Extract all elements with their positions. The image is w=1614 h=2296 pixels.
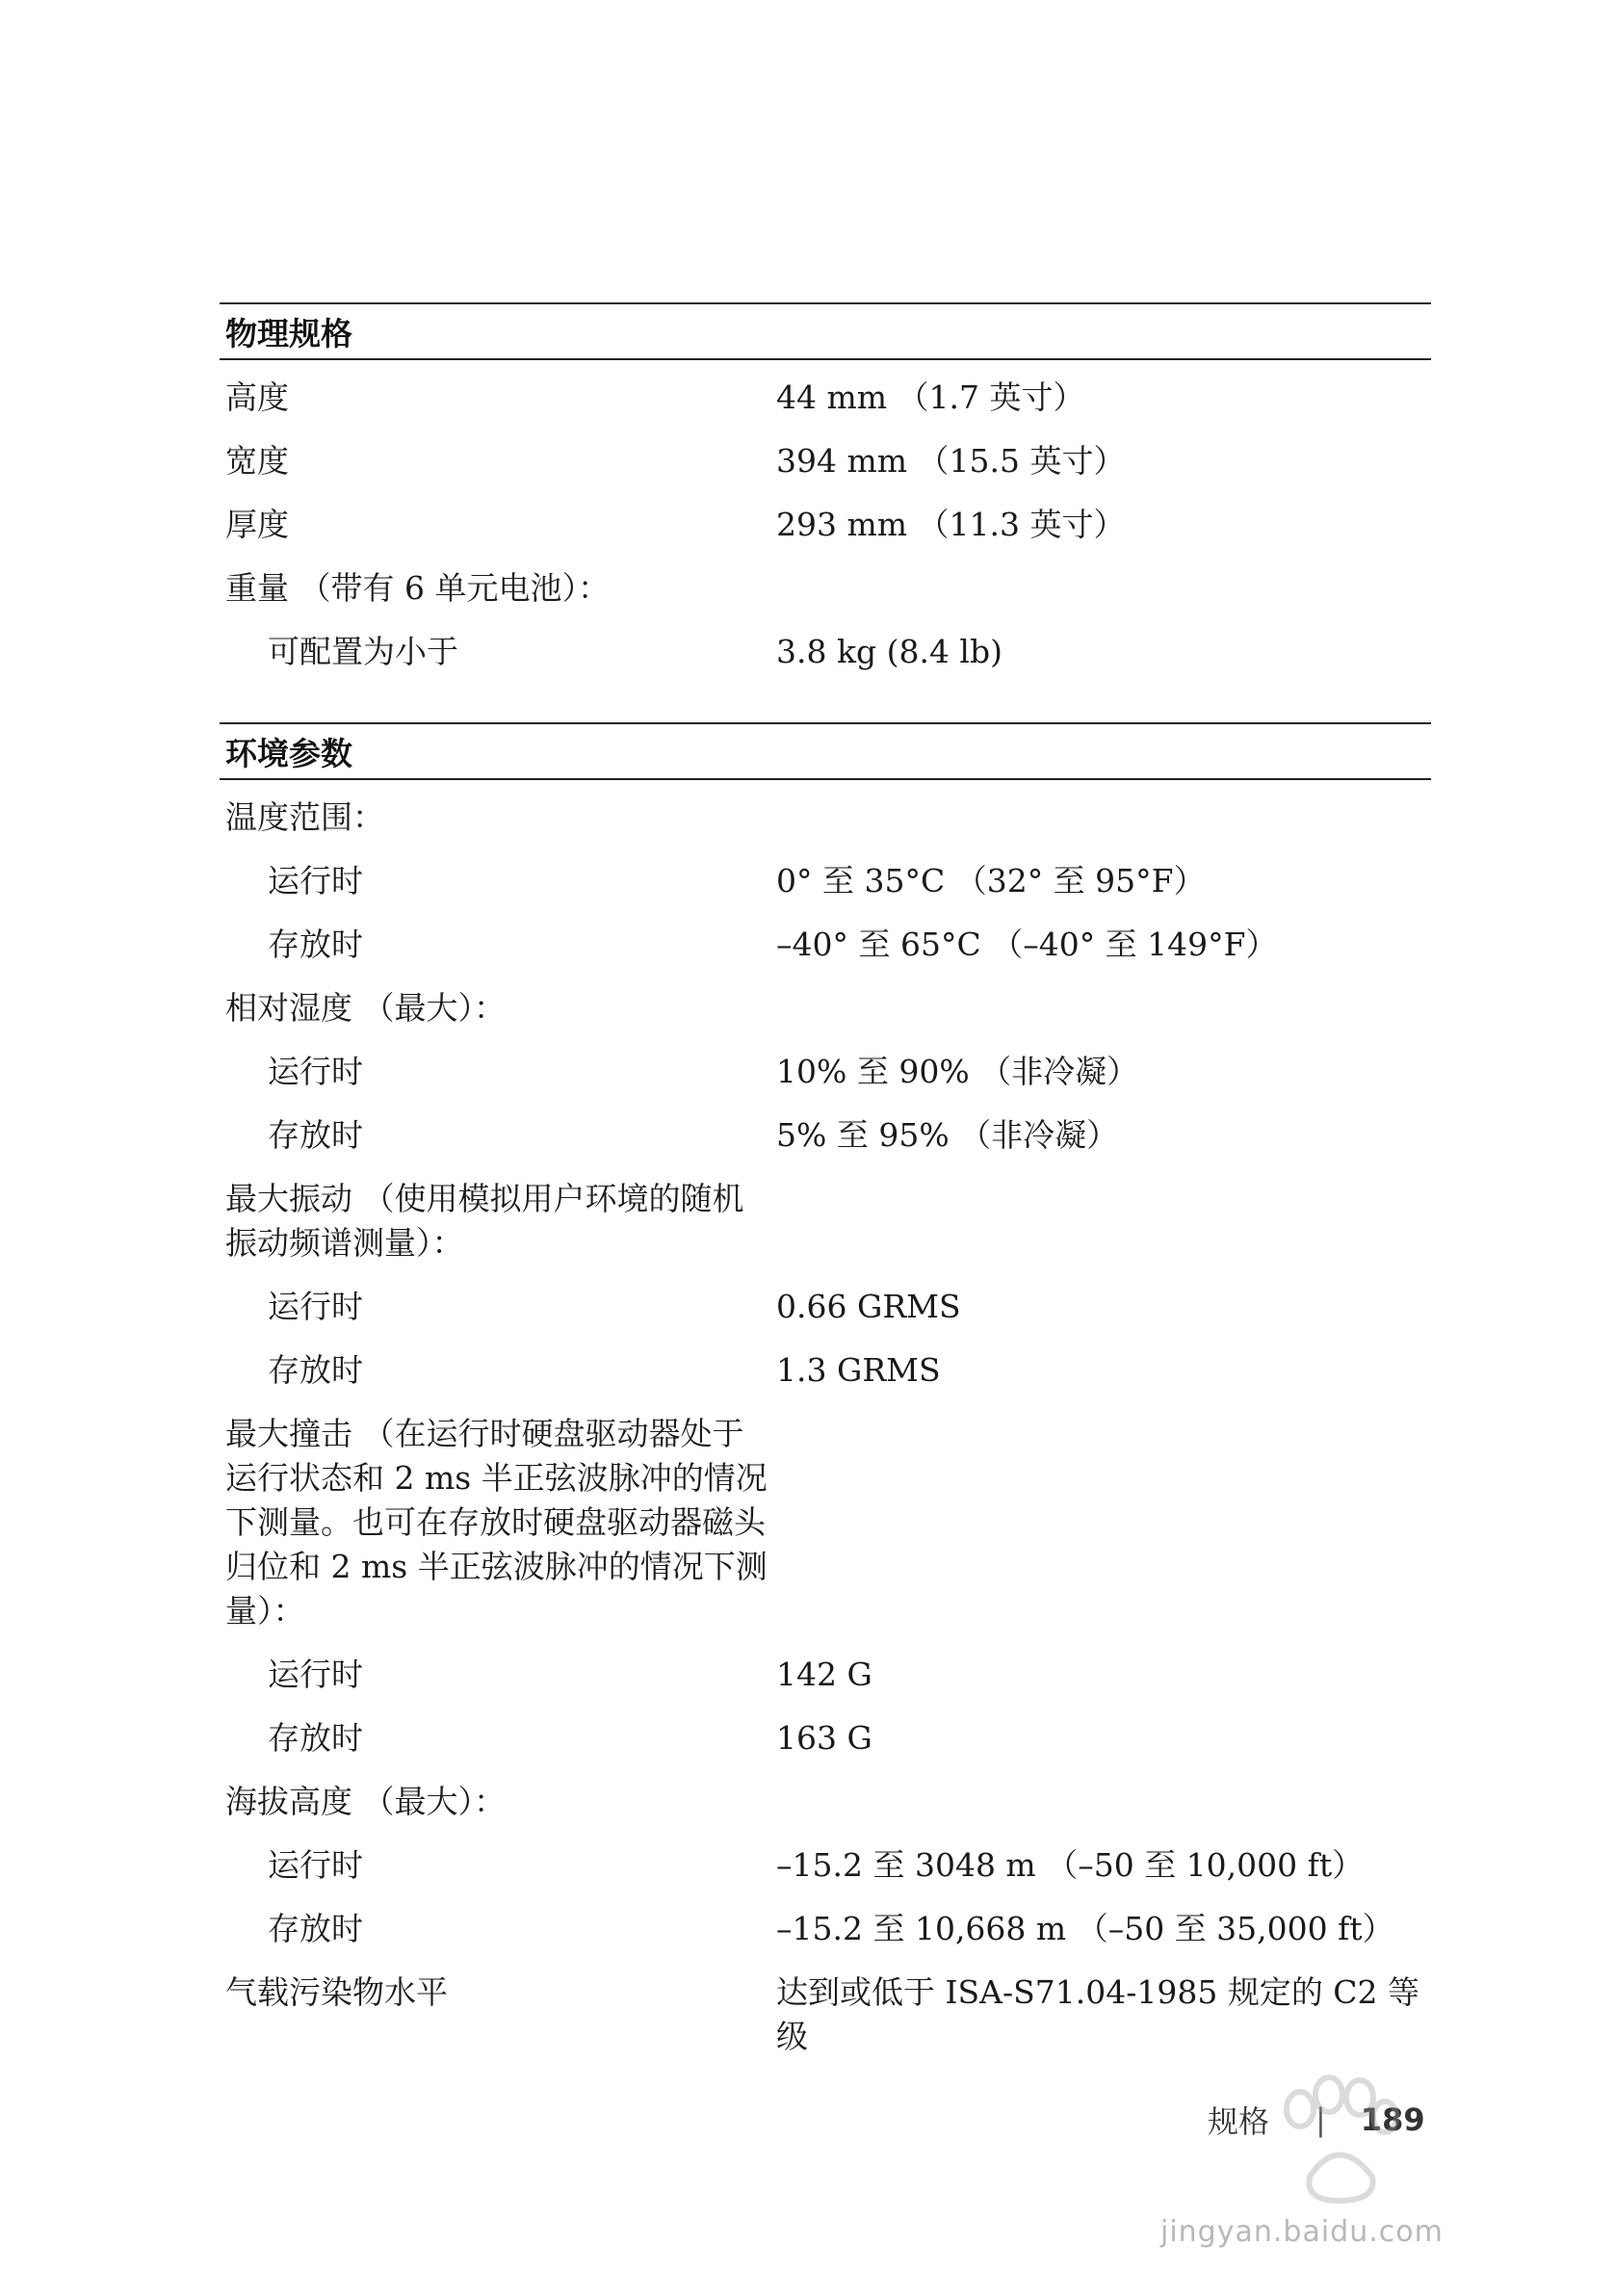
- footer-separator: |: [1315, 2101, 1326, 2138]
- spec-row-weight-configurable: [220, 630, 1431, 674]
- spec-row-shock-operating: [220, 1653, 1431, 1697]
- spec-label: 存放时: [268, 1910, 363, 1947]
- spec-value: –15.2 至 10,668 m （–50 至 35,000 ft）: [776, 1910, 1394, 1947]
- spec-value: 1.3 GRMS: [776, 1351, 941, 1389]
- page-footer: [1208, 2098, 1425, 2142]
- spec-label: 存放时: [268, 1116, 363, 1154]
- spec-row-humidity-operating: [220, 1050, 1431, 1094]
- spec-label: 海拔高度 （最大）：: [225, 1783, 506, 1820]
- spec-label: 可配置为小于: [268, 633, 458, 670]
- spec-row-altitude-storage: [220, 1907, 1431, 1951]
- spec-label: 存放时: [268, 1351, 363, 1389]
- spec-row-shock-storage: [220, 1716, 1431, 1761]
- section-heading-environmental: 环境参数: [220, 722, 1431, 780]
- spec-row-temperature-operating: [220, 859, 1431, 903]
- watermark-url: jingyan.baidu.com: [1160, 2215, 1444, 2249]
- footer-section-label: 规格: [1208, 2103, 1270, 2140]
- spec-label: 运行时: [268, 1053, 363, 1090]
- spec-label: 相对湿度 （最大）：: [225, 989, 506, 1027]
- spec-value: 44 mm （1.7 英寸）: [776, 378, 1085, 416]
- spec-label: 最大撞击 （在运行时硬盘驱动器处于运行状态和 2 ms 半正弦波脉冲的情况下测量。也可在存放时硬盘驱动器磁头归位和 2 ms 半正弦波脉冲的情况下测量）：: [225, 1415, 768, 1630]
- spec-label: 重量 （带有 6 单元电池）：: [225, 569, 610, 607]
- spec-row-altitude: [220, 1780, 1431, 1824]
- spec-value: 142 G: [776, 1656, 872, 1693]
- spec-label: 气载污染物水平: [225, 1973, 448, 2011]
- spec-label: 厚度: [225, 506, 289, 543]
- spec-row-weight: [220, 566, 1431, 611]
- spec-page: [220, 302, 1431, 2059]
- spec-row-vibration-storage: [220, 1348, 1431, 1393]
- spec-label: 运行时: [268, 1656, 363, 1693]
- spec-row-airborne-contaminant: [220, 1970, 1431, 2059]
- spec-label: 最大振动 （使用模拟用户环境的随机振动频谱测量）：: [225, 1180, 744, 1262]
- spec-value: 163 G: [776, 1719, 872, 1757]
- spec-value: –15.2 至 3048 m （–50 至 10,000 ft）: [776, 1846, 1365, 1884]
- spec-value: –40° 至 65°C （–40° 至 149°F）: [776, 926, 1278, 963]
- spec-value: 3.8 kg (8.4 lb): [776, 633, 1002, 670]
- spec-value: 5% 至 95% （非冷凝）: [776, 1116, 1119, 1154]
- spec-row-width: [220, 439, 1431, 483]
- spec-row-height: [220, 376, 1431, 420]
- spec-label: 运行时: [268, 1846, 363, 1884]
- spec-row-temperature: [220, 796, 1431, 840]
- spec-label: 存放时: [268, 1719, 363, 1757]
- spec-label: 运行时: [268, 862, 363, 900]
- spec-value: 0.66 GRMS: [776, 1288, 961, 1325]
- spec-label: 运行时: [268, 1288, 363, 1325]
- spec-label: 高度: [225, 378, 289, 416]
- spec-row-humidity: [220, 986, 1431, 1031]
- section-heading-physical: 物理规格: [220, 302, 1431, 360]
- spec-row-depth: [220, 503, 1431, 547]
- spec-value: 10% 至 90% （非冷凝）: [776, 1053, 1139, 1090]
- spec-row-vibration: [220, 1177, 1431, 1265]
- spec-value: 达到或低于 ISA-S71.04-1985 规定的 C2 等级: [776, 1973, 1420, 2055]
- spec-row-humidity-storage: [220, 1113, 1431, 1158]
- spec-row-temperature-storage: [220, 923, 1431, 967]
- spec-row-vibration-operating: [220, 1285, 1431, 1329]
- spec-label: 存放时: [268, 926, 363, 963]
- spec-value: 293 mm （11.3 英寸）: [776, 506, 1126, 543]
- spec-label: 温度范围：: [225, 798, 384, 836]
- spec-value: 394 mm （15.5 英寸）: [776, 442, 1126, 480]
- page-number: 189: [1360, 2101, 1425, 2138]
- spec-row-shock: [220, 1412, 1431, 1633]
- spec-value: 0° 至 35°C （32° 至 95°F）: [776, 862, 1206, 900]
- spec-label: 宽度: [225, 442, 289, 480]
- spec-row-altitude-operating: [220, 1843, 1431, 1888]
